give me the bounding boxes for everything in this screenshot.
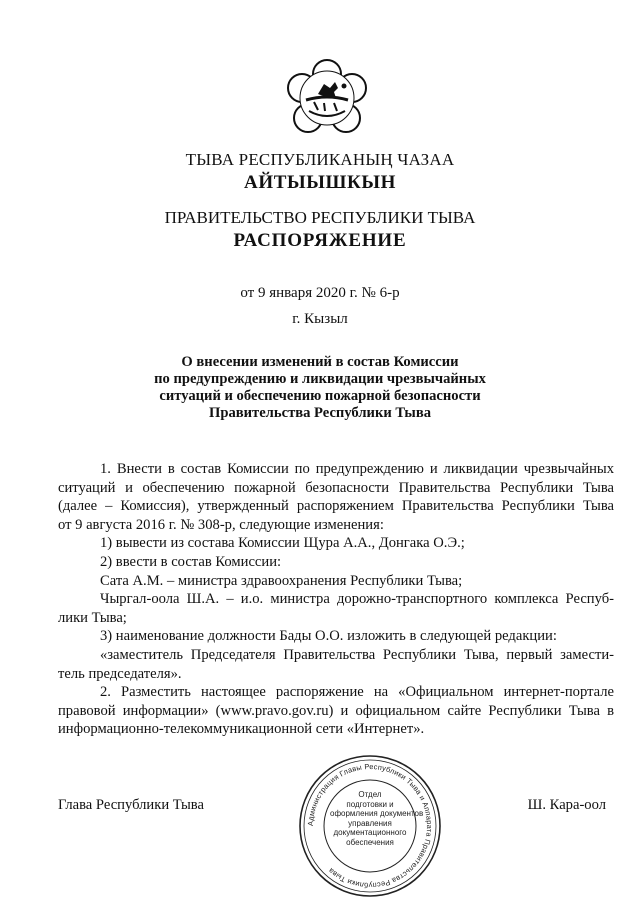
body-line: информационно-телекоммуникационной сети «Интернет». [58, 721, 425, 738]
body-line: правовой информации» (www.pravo.gov.ru) и официальном сайте Республики Тыва в [58, 702, 614, 719]
date-number: от 9 января 2020 г. № 6-р [240, 285, 400, 301]
stamp-ring-text: Администрация Главы Республики Тыва и Аппарата Правительства Республики Тыва [305, 761, 435, 891]
body-line: 3) наименование должности Бады О.О. изложить в следующей редакции: [100, 628, 557, 645]
subject-line: О внесении изменений в состав Комиссии [181, 354, 459, 370]
body-line: 1) вывести из состава Комиссии Щура А.А., Донгака О.Э.; [100, 535, 465, 552]
subject-line: Правительства Республики Тыва [208, 405, 432, 421]
body-line: тель председателя». [58, 665, 182, 682]
body-line: Чыргал-оола Ш.А. – и.о. министра дорожно-транспортного комплекса Респуб- [100, 591, 614, 608]
body-line: (далее – Комиссия), утвержденный распоряжением Правительства Республики Тыва [58, 498, 614, 515]
subject-line: по предупреждению и ликвидации чрезвычайных [154, 371, 486, 387]
stamp-line: управления [348, 818, 392, 828]
signature-title: Глава Республики Тыва [58, 797, 204, 813]
header-title-tyvan: ТЫВА РЕСПУБЛИКАНЫҢ ЧАЗАА [185, 150, 455, 169]
stamp-line: оформления документов [330, 809, 424, 818]
body-line: ситуаций и обеспечению пожарной безопасности Правительства Республики Тыва [58, 479, 614, 496]
body-line: 2. Разместить настоящее распоряжение на «Официальном интернет-портале [100, 684, 614, 701]
stamp-line: подготовки и [346, 799, 394, 809]
doc-type-tyvan: АЙТЫЫШКЫН [244, 172, 396, 193]
body-line: от 9 августа 2016 г. № 308-р, следующие изменения: [58, 516, 384, 533]
subject-line: ситуаций и обеспечению пожарной безопасности [159, 388, 481, 404]
body-line: 2) ввести в состав Комиссии: [100, 553, 282, 570]
body-line: 1. Внести в состав Комиссии по предупреждению и ликвидации чрезвычайных [100, 461, 614, 477]
stamp-inner-text [330, 790, 424, 847]
stamp-line: документационного [333, 828, 407, 837]
subject-heading [100, 354, 540, 422]
body-line: лики Тыва; [58, 609, 127, 626]
body-line: «заместитель Председателя Правительства Республики Тыва, первый замести- [100, 646, 614, 663]
city: г. Кызыл [292, 311, 348, 327]
tyva-emblem-icon [284, 56, 370, 140]
doc-type-ru: РАСПОРЯЖЕНИЕ [233, 230, 407, 251]
document-body [58, 460, 614, 739]
stamp-line: Отдел [358, 790, 382, 799]
header-title-ru: ПРАВИТЕЛЬСТВО РЕСПУБЛИКИ ТЫВА [164, 208, 476, 227]
body-line: Сата А.М. – министра здравоохранения Республики Тыва; [100, 572, 463, 589]
signature-name: Ш. Кара-оол [527, 797, 606, 813]
stamp-line: обеспечения [346, 837, 394, 847]
